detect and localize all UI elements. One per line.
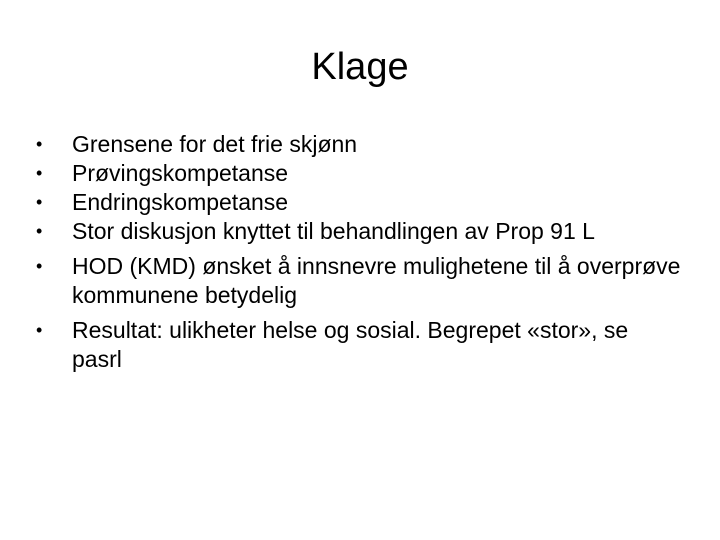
bullet-text: Stor diskusjon knyttet til behandlingen av Prop 91 L (72, 218, 595, 244)
bullet-item (36, 188, 684, 217)
bullet-icon: • (36, 163, 43, 183)
bullet-item (36, 316, 684, 374)
bullet-icon: • (36, 192, 43, 212)
bullet-list (36, 130, 684, 380)
bullet-icon: • (36, 320, 43, 340)
bullet-item (36, 217, 684, 246)
bullet-item (36, 159, 684, 188)
bullet-icon: • (36, 134, 43, 154)
bullet-text: Resultat: ulikheter helse og sosial. Begrepet «stor», se pasrl (72, 317, 629, 372)
bullet-text: HOD (KMD) ønsket å innsnevre mulighetene til å overprøve kommunene betydelig (72, 253, 681, 308)
bullet-text: Prøvingskompetanse (72, 160, 289, 186)
bullet-item (36, 130, 684, 159)
bullet-text: Grensene for det frie skjønn (72, 131, 358, 157)
bullet-icon: • (36, 256, 43, 276)
slide-title: Klage (311, 46, 409, 88)
bullet-icon: • (36, 221, 43, 241)
bullet-item (36, 252, 684, 310)
bullet-text: Endringskompetanse (72, 189, 289, 215)
